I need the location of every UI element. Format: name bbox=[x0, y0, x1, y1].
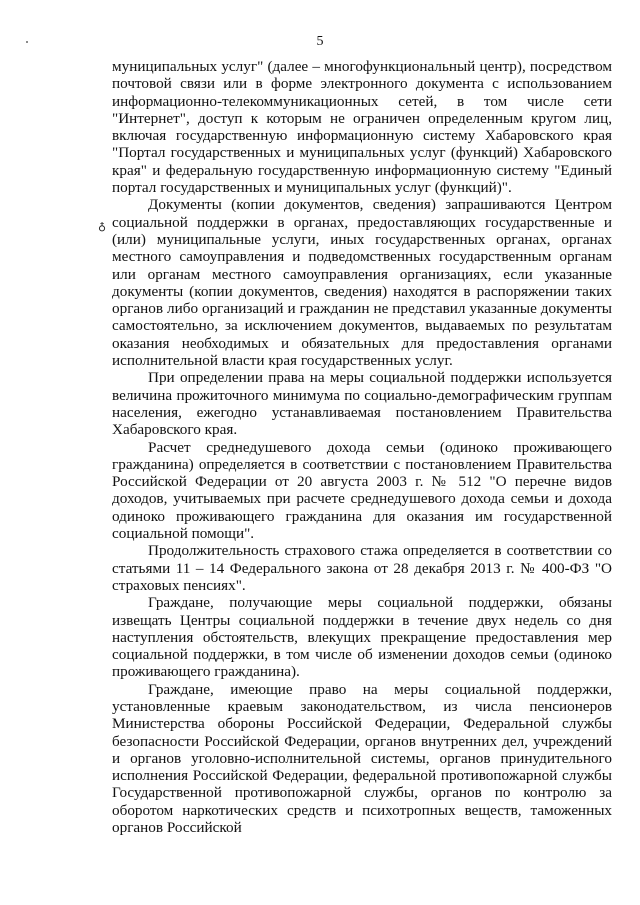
paragraph-subsistence-minimum: При определении права на меры социальной поддержки используется величина прожиточного минимума по социально-демографическим группам населения, ежегодно устанавливаемая постановлением Правительства Хабаровского края. bbox=[112, 369, 612, 439]
paragraph-income-calculation: Расчет среднедушевого дохода семьи (одиноко проживающего гражданина) определяется в соответствии с постановлением Правительства Российской Федерации от 20 августа 2003 г. № 512 "О перечне видов доходов, учитываемых при расчете среднедушевого дохода семьи и дохода одиноко проживающего гражданина для оказания им государственной социальной помощи". bbox=[112, 438, 612, 543]
body-text bbox=[112, 58, 612, 836]
paragraph-insurance-period: Продолжительность страхового стажа определяется в соответствии со статьями 11 – 14 Федерального закона от 28 декабря 2013 г. № 400-ФЗ "О страховых пенсиях". bbox=[112, 542, 612, 594]
paragraph-citizens-obligation: Граждане, получающие меры социальной поддержки, обязаны извещать Центры социальной поддержки в течение двух недель со дня наступления обстоятельств, влекущих прекращение предоставления мер социальной поддержки, в том числе об изменении доходов семьи (одиноко проживающего гражданина). bbox=[112, 594, 612, 681]
paragraph-documents-request: Документы (копии документов, сведения) запрашиваются Центром социальной поддержки в органах, предоставляющих государственные и (или) муниципальные услуги, иных государственных органах, органах местного самоуправления и подведомственных государственным органам или органам местного самоуправления организациях, если указанные документы (копии документов, сведения) находятся в распоряжении таких органов либо организаций и гражданин не представил указанные документы самостоятельно, за исключением документов, выдаваемых по результатам оказания необходимых и обязательных для предоставления органами исполнительной власти края государственных услуг. bbox=[112, 196, 612, 370]
margin-mark: ♁ bbox=[98, 221, 107, 233]
paragraph-pensioners: Граждане, имеющие право на меры социальной поддержки, установленные краевым законодательством, из числа пенсионеров Министерства обороны Российской Федерации, Федеральной службы безопасности Российской Федерации, органов внутренних дел, учреждений и органов уголовно-исполнительной системы, органов принудительного исполнения Российской Федерации, федеральной противопожарной службы Государственной противопожарной службы, органов по контролю за оборотом наркотических средств и психотропных веществ, таможенных органов Российской bbox=[112, 680, 612, 837]
paragraph-continuation: муниципальных услуг" (далее – многофункциональный центр), посредством почтовой связи или в форме электронного документа с использованием информационно-телекоммуникационных сетей, в том числе сети "Интернет", доступ к которым не ограничен определенным кругом лиц, включая государственную информационную систему Хабаровского края "Портал государственных и муниципальных услуг (функций) Хабаровского края" и федеральную государственную информационную систему "Единый портал государственных и муниципальных услуг (функций)". bbox=[112, 58, 612, 197]
page-number: 5 bbox=[316, 34, 324, 49]
